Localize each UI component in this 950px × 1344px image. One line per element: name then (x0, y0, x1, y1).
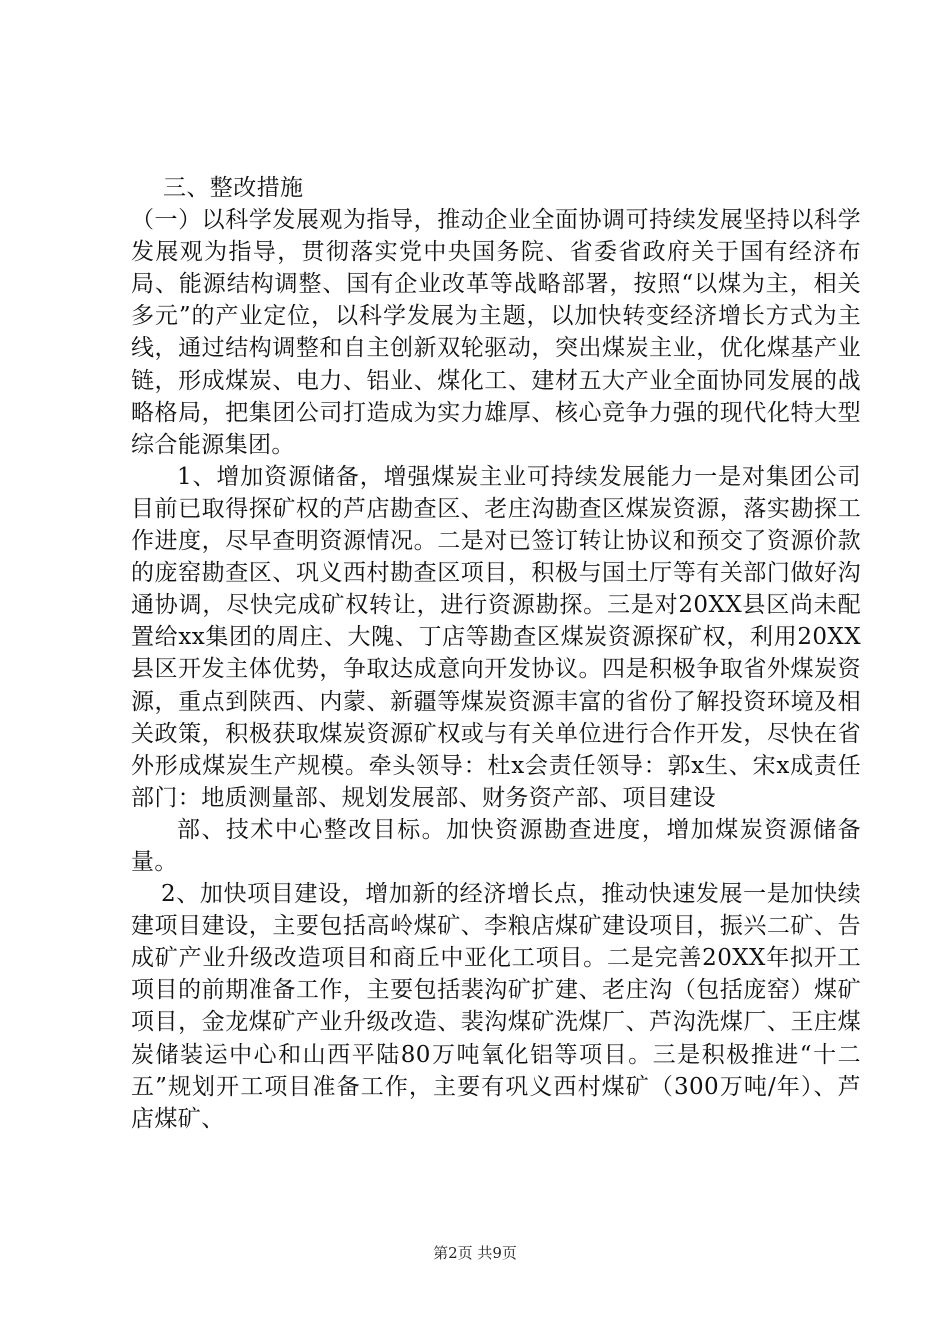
paragraph-resource-reserve: 1、增加资源储备，增强煤炭主业可持续发展能力一是对集团公司目前已取得探矿权的芦店勘查区、老庄沟勘查区煤炭资源，落实勘探工作进度，尽早查明资源情况。二是对已签订转让协议和预交了资源价款的庞窑勘查区、巩义西村勘查区项目，积极与国土厅等有关部门做好沟通协调，尽快完成矿权转让，进行资源勘探。三是对20XX县区尚未配置给xx集团的周庄、大隗、丁店等勘查区煤炭资源探矿权，利用20XX县区开发主体优势，争取达成意向开发协议。四是积极争取省外煤炭资源，重点到陕西、内蒙、新疆等煤炭资源丰富的省份了解投资环境及相关政策，积极获取煤炭资源矿权或与有关单位进行合作开发，尽快在省外形成煤炭生产规模。牵头领导：杜x会责任领导：郭x生、宋x成责任部门：地质测量部、规划发展部、财务资产部、项目建设 (131, 463, 861, 811)
paragraph-project-construction: 2、加快项目建设，增加新的经济增长点，推动快速发展一是加快续建项目建设，主要包括高岭煤矿、李粮店煤矿建设项目，振兴二矿、告成矿产业升级改造项目和商丘中亚化工项目。二是完善20XX年拟开工项目的前期准备工作，主要包括裴沟矿扩建、老庄沟（包括庞窑）煤矿项目，金龙煤矿产业升级改造、裴沟煤矿洗煤厂、芦沟洗煤厂、王庄煤炭储装运中心和山西平陆80万吨氧化铝等项目。三是积极推进“十二五”规划开工项目准备工作，主要有巩义西村煤矿（300万吨/年）、芦店煤矿、 (131, 881, 861, 1132)
paragraph-rectification-goal: 部、技术中心整改目标。加快资源勘查进度，增加煤炭资源储备量。 (131, 816, 861, 875)
section-heading: 三、整改措施 (163, 175, 304, 201)
paragraph-overview: （一）以科学发展观为指导，推动企业全面协调可持续发展坚持以科学发展观为指导，贯彻落实党中央国务院、省委省政府关于国有经济布局、能源结构调整、国有企业改革等战略部署，按照“以煤为主，相关多元”的产业定位，以科学发展为主题，以加快转变经济增长方式为主线，通过结构调整和自主创新双轮驱动，突出煤炭主业，优化煤基产业链，形成煤炭、电力、铝业、煤化工、建材五大产业全面协同发展的战略格局，把集团公司打造成为实力雄厚、核心竞争力强的现代化特大型综合能源集团。 (131, 207, 861, 458)
page-number: 第2页 共9页 (433, 1244, 517, 1262)
document-body (131, 172, 861, 1135)
page-footer (0, 1243, 950, 1263)
